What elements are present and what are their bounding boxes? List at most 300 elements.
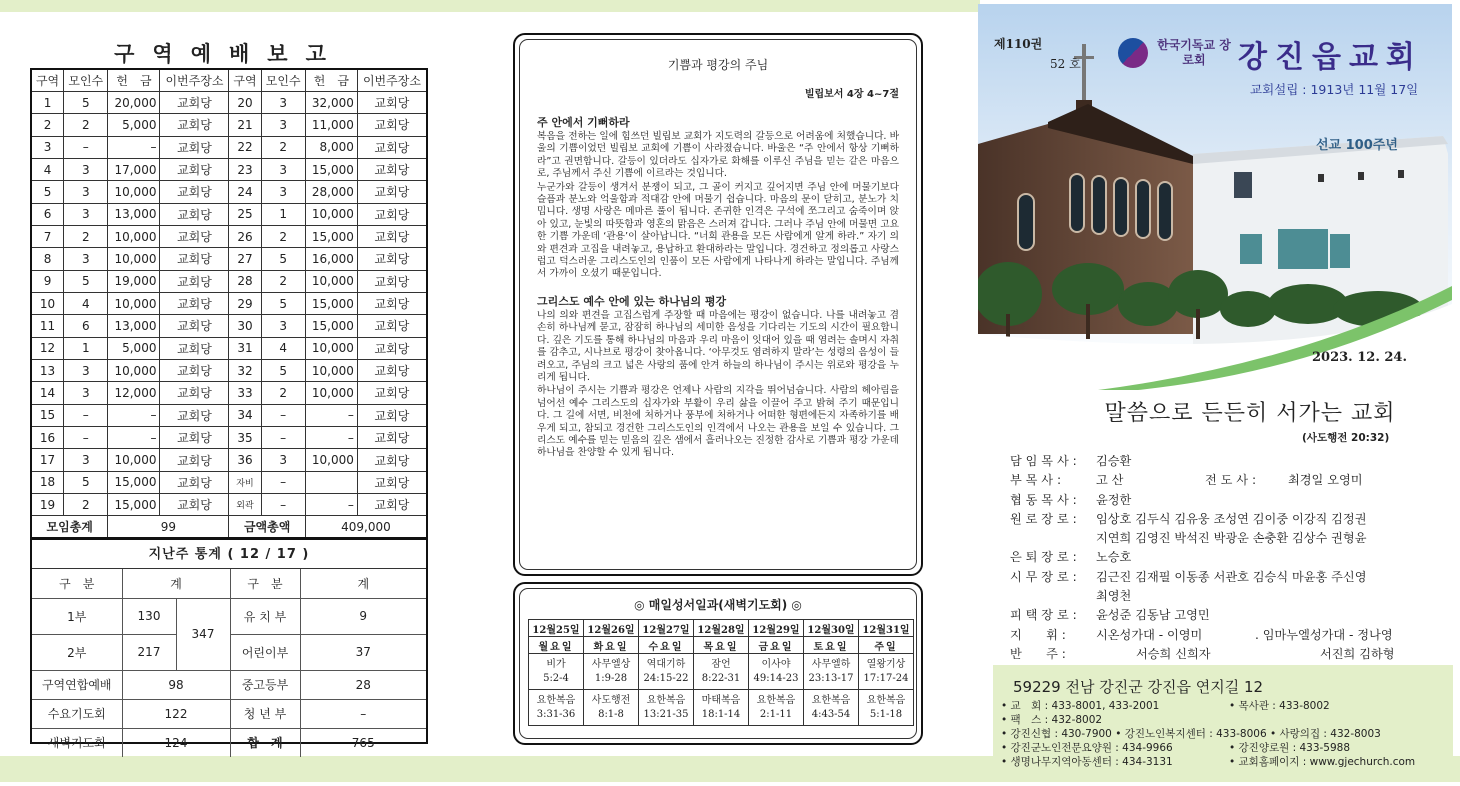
staff-label: 은 퇴 장 로 :: [1010, 550, 1077, 565]
report-cell-meeting-place: 교회당: [357, 359, 427, 381]
report-cell-meeting-place: 교회당: [357, 270, 427, 292]
contact-phone-parsonage: • 목사관 : 433-8002: [1229, 700, 1330, 712]
staff-row: [1010, 491, 1450, 510]
report-cell-meeting-place: 교회당: [160, 136, 229, 158]
issue-number: 52 호: [1050, 57, 1081, 71]
report-cell-attendance: 5: [261, 248, 305, 270]
total-amount: 409,000: [305, 516, 427, 538]
bible-verse: 18:1-14: [701, 708, 741, 720]
report-cell-district-number: 24: [229, 181, 261, 203]
report-header-row: [31, 69, 427, 91]
report-cell-meeting-place: 교회당: [160, 359, 229, 381]
bible-verse: 2:1-11: [759, 708, 793, 720]
report-cell-attendance: 1: [261, 203, 305, 225]
bible-date: 12월31일: [859, 620, 914, 637]
total-people-label: 모임총계: [31, 516, 108, 538]
report-cell-district-number: 4: [31, 158, 64, 180]
report-title: 구역예배보고: [114, 41, 344, 66]
sermon-section-1-title: 주 안에서 기뻐하라: [537, 116, 630, 129]
report-cell-offering: 10,000: [108, 449, 160, 471]
stats-value: 217: [122, 634, 176, 670]
bible-verse: 5:1-18: [869, 708, 903, 720]
sermon-section-2-paragraph-1: 나의 의와 편견을 고집스럽게 주장할 때 마음에는 평강이 없습니다. 나를 내려놓고 겸손히 하나님께 묻고, 잠잠히 하나님의 세미한 음성을 기다리는 기도의 시간이 필요합니다. 깊은 기도를 통해 하나님의 마음과 우리 마음이 잇대어 있을 때 염려는 솔며시 자취를 감추고, 시나브로 평강이 찾아옵니다. ‘아무것도 염려하지 말라’는 성령의 음성이 들려오고, 주님의 크고 넓은 사랑의 품에 안겨 하늘의 하나님이 주시는 위로와 평강을 누리게 됩니다.: [537, 309, 899, 383]
report-cell-attendance: 3: [64, 158, 108, 180]
report-cell-attendance: 2: [261, 270, 305, 292]
report-cell-attendance: –: [261, 471, 305, 493]
report-cell-attendance: 3: [64, 359, 108, 381]
staff-value: 지연희 김영진 박석진 박광운 손충환 김상수 권형윤: [1096, 531, 1367, 546]
report-cell-meeting-place: 교회당: [160, 404, 229, 426]
bible-reading-cell: [584, 690, 639, 726]
report-cell-district-number: 12: [31, 337, 64, 359]
stats-value: 28: [300, 670, 426, 699]
report-cell-offering: 10,000: [305, 382, 357, 404]
bible-date: 12월25일: [529, 620, 584, 637]
report-cell-offering: 10,000: [108, 292, 160, 314]
bible-book: 사무엘하: [811, 658, 851, 670]
report-cell-meeting-place: 교회당: [160, 315, 229, 337]
report-cell-attendance: –: [64, 404, 108, 426]
banner-text: 선교 100주년: [1316, 138, 1398, 153]
report-cell-district-number: 22: [229, 136, 261, 158]
report-row: [31, 449, 427, 471]
report-cell-district-number: 27: [229, 248, 261, 270]
staff-row: [1010, 548, 1450, 567]
report-cell-meeting-place: 교회당: [160, 471, 229, 493]
staff-value: 윤성준 김동남 고영민: [1096, 608, 1210, 623]
bible-weekday: 토요일: [804, 637, 859, 654]
report-cell-meeting-place: 교회당: [160, 382, 229, 404]
report-cell-district-number: 1: [31, 91, 64, 113]
report-cell-attendance: 2: [64, 225, 108, 247]
stats-row: [32, 699, 426, 728]
stats-row: [32, 670, 426, 699]
bible-reading-cell: [639, 690, 694, 726]
report-cell-offering: [305, 471, 357, 493]
report-column-header: 모인수: [64, 69, 108, 91]
report-cell-attendance: 5: [64, 471, 108, 493]
report-cell-meeting-place: 교회당: [357, 315, 427, 337]
report-cell-meeting-place: 교회당: [357, 404, 427, 426]
stats-header-div-2: 구 분: [230, 569, 300, 598]
staff-row: [1010, 471, 1450, 490]
sermon-section-2-title: 그리스도 예수 안에 있는 하나님의 평강: [537, 294, 727, 308]
bible-reading-cell: [804, 690, 859, 726]
report-cell-offering: 13,000: [108, 203, 160, 225]
report-cell-district-number: 36: [229, 449, 261, 471]
report-cell-district-number: 32: [229, 359, 261, 381]
report-row: [31, 248, 427, 270]
bible-reading-inner: [519, 588, 917, 739]
report-cell-meeting-place: 교회당: [160, 158, 229, 180]
stats-title: 지난주 통계 ( 12 / 17 ): [32, 540, 426, 569]
sermon-title: 기쁨과 평강의 주님: [667, 58, 769, 72]
contact-phone-church: • 교 회 : 433-8001, 433-2001: [1001, 700, 1160, 712]
stats-header-div: 구 분: [32, 569, 122, 598]
report-cell-offering: –: [108, 427, 160, 449]
report-cell-district-number: 29: [229, 292, 261, 314]
bible-weekday: 월요일: [529, 637, 584, 654]
staff-value: 최영천: [1096, 589, 1132, 604]
bible-reading-cell: [749, 690, 804, 726]
report-cell-meeting-place: 교회당: [160, 203, 229, 225]
report-cell-offering: 8,000: [305, 136, 357, 158]
bible-reading-cell: [859, 654, 914, 690]
staff-value: . 임마누엘성가대 - 정나영: [1255, 627, 1393, 642]
bible-reading-cell: [804, 654, 859, 690]
staff-value: 임상호 김두식 김유웅 조성연 김이중 이강직 김정권: [1096, 511, 1367, 526]
bible-book: 역대기하: [646, 658, 686, 670]
report-cell-attendance: 3: [261, 449, 305, 471]
stats-header-val: 계: [122, 569, 230, 598]
report-row: [31, 225, 427, 247]
report-cell-attendance: 5: [64, 270, 108, 292]
report-cell-district-number: 9: [31, 270, 64, 292]
report-cell-attendance: 3: [261, 181, 305, 203]
report-cell-attendance: –: [64, 427, 108, 449]
report-cell-district-number: 8: [31, 248, 64, 270]
stats-row: [32, 728, 426, 757]
weekly-stats: [30, 538, 428, 751]
report-cell-offering: 10,000: [305, 270, 357, 292]
bible-weekday: 화요일: [584, 637, 639, 654]
stats-label: 중고등부: [230, 670, 300, 699]
church-website-link[interactable]: • 교회홈페이지 : www.gjechurch.com: [1229, 756, 1416, 768]
bible-reading-cell: [749, 654, 804, 690]
report-row: [31, 359, 427, 381]
report-column-header: 모인수: [261, 69, 305, 91]
contact-affiliates: • 강진신협 : 430-7900 • 강진노인복지센터 : 433-8006 • 사랑의집 : 432-8003: [1001, 728, 1381, 740]
staff-label: 지 휘 :: [1010, 627, 1066, 642]
report-cell-offering: 20,000: [108, 91, 160, 113]
contact-nursing-home: • 강진군노인전문요양원 : 434-9966: [1001, 742, 1173, 754]
report-row: [31, 292, 427, 314]
staff-value: 김승환: [1096, 454, 1132, 468]
bible-weekday: 수요일: [639, 637, 694, 654]
report-cell-offering: –: [305, 404, 357, 426]
staff-row: [1010, 626, 1450, 645]
report-row: [31, 315, 427, 337]
staff-value: 고 산: [1096, 473, 1124, 488]
bulletin-date: 2023. 12. 24.: [1312, 350, 1407, 365]
bible-verse: 1:9-28: [594, 672, 628, 684]
report-cell-district-number: 16: [31, 427, 64, 449]
stats-sum-value: 765: [300, 728, 426, 757]
bible-weekdays-row: [529, 637, 914, 654]
report-cell-attendance: 5: [261, 292, 305, 314]
report-cell-attendance: 2: [64, 494, 108, 516]
report-cell-meeting-place: 교회당: [160, 248, 229, 270]
contact-childrens-center: • 생명나무지역아동센터 : 434-3131: [1001, 756, 1173, 768]
bible-verse: 8:22-31: [701, 672, 741, 684]
sermon-box: [513, 33, 923, 576]
bible-verse: 3:31-36: [536, 708, 576, 720]
motto-reference: (사도행전 20:32): [1302, 432, 1390, 444]
report-cell-meeting-place: 교회당: [357, 449, 427, 471]
church-address: 59229 전남 강진군 강진읍 연지길 12: [1013, 678, 1264, 696]
report-cell-attendance: 6: [64, 315, 108, 337]
bible-book: 사도행전: [591, 694, 631, 706]
bible-date: 12월27일: [639, 620, 694, 637]
report-cell-offering: 15,000: [305, 225, 357, 247]
report-column-header: 구역: [229, 69, 261, 91]
report-cell-attendance: 3: [64, 382, 108, 404]
bible-book: 요한복음: [646, 694, 686, 706]
bible-verse: 49:14-23: [753, 672, 799, 684]
denomination-name: 한국기독교 장로회: [1157, 38, 1231, 67]
report-cell-meeting-place: 교회당: [357, 158, 427, 180]
report-cell-offering: 10,000: [305, 449, 357, 471]
report-cell-district-number: 31: [229, 337, 261, 359]
staff-row: [1010, 568, 1450, 587]
bible-reading-cell: [529, 654, 584, 690]
report-cell-district-number: 35: [229, 427, 261, 449]
bible-weekday: 금요일: [749, 637, 804, 654]
report-cell-offering: –: [305, 494, 357, 516]
staff-value: 노승호: [1096, 550, 1132, 565]
report-row: [31, 404, 427, 426]
bible-verse: 4:43-54: [811, 708, 851, 720]
report-cell-offering: 11,000: [305, 114, 357, 136]
report-cell-attendance: 3: [64, 203, 108, 225]
stats-parts-total: 347: [176, 598, 230, 670]
report-row: [31, 203, 427, 225]
report-cell-offering: 15,000: [305, 292, 357, 314]
staff-row: [1010, 606, 1450, 625]
bible-verse: 24:15-22: [643, 672, 689, 684]
report-cell-attendance: 2: [64, 114, 108, 136]
report-cell-district-number: 33: [229, 382, 261, 404]
report-cell-attendance: 2: [261, 225, 305, 247]
stats-label: 어린이부: [230, 634, 300, 670]
report-cell-meeting-place: 교회당: [357, 114, 427, 136]
staff-label: 시 무 장 로 :: [1010, 569, 1077, 584]
report-cell-meeting-place: 교회당: [357, 427, 427, 449]
report-cell-meeting-place: 교회당: [357, 382, 427, 404]
report-cell-meeting-place: 교회당: [160, 337, 229, 359]
report-cell-attendance: 4: [64, 292, 108, 314]
report-cell-offering: 10,000: [305, 359, 357, 381]
report-cell-meeting-place: 교회당: [160, 181, 229, 203]
bible-verse: 17:17-24: [863, 672, 909, 684]
report-cell-attendance: –: [64, 136, 108, 158]
report-column-header: 헌 금: [108, 69, 160, 91]
report-cell-district-number: 34: [229, 404, 261, 426]
report-body: [31, 91, 427, 516]
report-cell-meeting-place: 교회당: [357, 225, 427, 247]
top-color-band: [0, 0, 980, 12]
report-cell-offering: 28,000: [305, 181, 357, 203]
report-cell-meeting-place: 교회당: [357, 203, 427, 225]
stats-sum-label: 합 계: [230, 728, 300, 757]
staff-label: 협 동 목 사 :: [1010, 492, 1077, 507]
stats-label: 구역연합예배: [32, 670, 122, 699]
sermon-section-1-paragraph-2: 누군가와 갈등이 생겨서 분쟁이 되고, 그 골이 커지고 깊어지면 주님 안에 머물기보다 슬픔과 분노와 억울함과 적대감 안에 머물기 쉽습니다. 마음의 문이 닫히고, 분노가 치밉니다. 생명 사랑은 메마른 풀이 됩니다. 존귀한 인격은 구석에 쪼그리고 숨죽이며 앉아 있고, 눈빛의 따뜻함과 영혼의 맑음은 스러져 갑니다. 그러나 주님 안에 머물면 고요한 기쁨 가운데 ‘관용’이 살아납니다. “너희 관용을 모든 사람에게 알게 하라.” 자기 의와 편견과 고집을 내려놓고, 용납하고 환대하라는 말입니다. 경건하고 정의롭고 사랑스럽고 덕스러운 그리스도인의 인품이 모든 사람에게 나타나게 하라는 말입니다. 주님께서 가까이 오셨기 때문입니다.: [537, 181, 899, 280]
bible-book: 이사야: [761, 658, 791, 670]
report-cell-meeting-place: 교회당: [160, 427, 229, 449]
church-motto: 말씀으로 든든히 서가는 교회: [1104, 401, 1396, 426]
report-cell-offering: 15,000: [108, 471, 160, 493]
report-cell-meeting-place: 교회당: [357, 494, 427, 516]
stats-value: 122: [122, 699, 230, 728]
bible-reading-2-row: [529, 690, 914, 726]
bible-date: 12월29일: [749, 620, 804, 637]
bible-reading-table: [528, 619, 914, 726]
staff-value: 서진희 김하형: [1320, 646, 1395, 661]
report-cell-attendance: 3: [64, 181, 108, 203]
report-cell-attendance: 3: [261, 91, 305, 113]
report-cell-district-number: 15: [31, 404, 64, 426]
bible-book: 요한복음: [536, 694, 576, 706]
report-cell-meeting-place: 교회당: [160, 292, 229, 314]
bible-verse: 23:13-17: [808, 672, 854, 684]
report-cell-attendance: 4: [261, 337, 305, 359]
report-cell-meeting-place: 교회당: [357, 136, 427, 158]
report-cell-district-number: 20: [229, 91, 261, 113]
bible-reading-cell: [639, 654, 694, 690]
report-cell-meeting-place: 교회당: [160, 91, 229, 113]
sermon-inner: [519, 39, 917, 570]
bible-verse: 8:1-8: [598, 708, 624, 720]
contact-fax: • 팩 스 : 432-8002: [1001, 714, 1103, 726]
bible-date: 12월30일: [804, 620, 859, 637]
stats-value: 9: [300, 598, 426, 634]
stats-label: 새벽기도회: [32, 728, 122, 757]
bible-date: 12월28일: [694, 620, 749, 637]
staff-row: [1010, 452, 1450, 471]
report-row: [31, 471, 427, 493]
report-cell-offering: 10,000: [108, 359, 160, 381]
staff-value: 윤정한: [1096, 492, 1132, 507]
report-row: [31, 114, 427, 136]
report-row: [31, 158, 427, 180]
bible-book: 잠언: [711, 658, 731, 670]
report-cell-attendance: 5: [64, 91, 108, 113]
stats-label: 1부: [32, 598, 122, 634]
staff-label: 원 로 장 로 :: [1010, 511, 1077, 526]
report-cell-meeting-place: 교회당: [357, 181, 427, 203]
report-row: [31, 337, 427, 359]
stats-value: 98: [122, 670, 230, 699]
report-row: [31, 382, 427, 404]
district-report-table: [30, 68, 428, 539]
report-cell-district-number: 11: [31, 315, 64, 337]
staff-row: [1010, 645, 1450, 664]
stats-row: [32, 598, 426, 634]
report-cell-district-number: 외곽: [229, 494, 261, 516]
total-amount-label: 금액총액: [229, 516, 305, 538]
denomination-logo-icon: [1118, 38, 1148, 68]
report-cell-meeting-place: 교회당: [357, 471, 427, 493]
report-cell-attendance: 2: [261, 136, 305, 158]
report-cell-district-number: 2: [31, 114, 64, 136]
report-cell-district-number: 19: [31, 494, 64, 516]
bible-date: 12월26일: [584, 620, 639, 637]
report-column-header: 헌 금: [305, 69, 357, 91]
report-cell-offering: 17,000: [108, 158, 160, 180]
report-cell-offering: 13,000: [108, 315, 160, 337]
bible-weekday: 목요일: [694, 637, 749, 654]
report-cell-offering: 15,000: [108, 494, 160, 516]
report-cell-attendance: 2: [261, 382, 305, 404]
bible-book: 사무엘상: [591, 658, 631, 670]
report-cell-offering: 10,000: [108, 225, 160, 247]
bible-verse: 13:21-35: [643, 708, 689, 720]
report-row: [31, 181, 427, 203]
stats-value: 124: [122, 728, 230, 757]
bible-reading-cell: [584, 654, 639, 690]
report-cell-offering: 15,000: [305, 315, 357, 337]
report-total-row: [31, 516, 427, 538]
report-cell-attendance: –: [261, 494, 305, 516]
report-cell-offering: 19,000: [108, 270, 160, 292]
report-row: [31, 427, 427, 449]
report-cell-attendance: –: [261, 404, 305, 426]
report-cell-offering: –: [108, 404, 160, 426]
report-cell-attendance: 3: [64, 449, 108, 471]
bible-reading-1-row: [529, 654, 914, 690]
stats-label: 유 치 부: [230, 598, 300, 634]
staff-value: 김근진 김재필 이동종 서관호 김승식 마윤홍 주신영: [1096, 569, 1367, 584]
staff-value: 서승희 신희자: [1136, 646, 1211, 661]
bible-book: 요한복음: [756, 694, 796, 706]
report-cell-district-number: 18: [31, 471, 64, 493]
report-cell-offering: 12,000: [108, 382, 160, 404]
stats-header-row: [32, 569, 426, 598]
sermon-section-1-paragraph-1: 복음을 전하는 일에 힘쓰던 빌립보 교회가 지도력의 갈등으로 어려움에 처했습니다. 바울의 기쁨이었던 빌립보 교회에 기쁨이 사라졌습니다. 바울은 “주 안에서 항상 기뻐하라”고 권면합니다. 갈등이 있더라도 십자가로 화해를 이루신 주님을 믿는 같은 마음으로, 주님께서 주신 기쁨에 이르라는 것입니다.: [537, 131, 899, 180]
stats-value: –: [300, 699, 426, 728]
bible-reading-cell: [859, 690, 914, 726]
report-cell-offering: 10,000: [108, 181, 160, 203]
staff-label: 전 도 사 :: [1205, 473, 1257, 488]
staff-label: 피 택 장 로 :: [1010, 608, 1077, 623]
report-cell-offering: 10,000: [305, 337, 357, 359]
report-cell-district-number: 26: [229, 225, 261, 247]
report-cell-district-number: 13: [31, 359, 64, 381]
report-cell-meeting-place: 교회당: [160, 449, 229, 471]
report-cell-offering: 5,000: [108, 114, 160, 136]
bible-book: 마태복음: [701, 694, 741, 706]
contact-box: [993, 665, 1453, 769]
report-cell-district-number: 자비: [229, 471, 261, 493]
staff-label: 부 목 사 :: [1010, 473, 1062, 488]
report-row: [31, 270, 427, 292]
sermon-reference: 빌립보서 4장 4~7절: [804, 89, 899, 100]
staff-label: 반 주 :: [1010, 646, 1066, 661]
report-cell-offering: –: [305, 427, 357, 449]
staff-list: [1010, 452, 1450, 664]
founding-date: 교회설립 : 1913년 11월 17일: [1250, 82, 1419, 97]
bible-reading-cell: [694, 654, 749, 690]
total-people: 99: [108, 516, 229, 538]
report-cell-attendance: 1: [64, 337, 108, 359]
stats-table: [32, 569, 426, 757]
report-cell-meeting-place: 교회당: [160, 225, 229, 247]
bible-book: 요한복음: [866, 694, 906, 706]
bible-book: 요한복음: [811, 694, 851, 706]
report-cell-offering: 15,000: [305, 158, 357, 180]
report-cell-district-number: 17: [31, 449, 64, 471]
report-column-header: 구역: [31, 69, 64, 91]
report-cell-meeting-place: 교회당: [160, 494, 229, 516]
report-cell-attendance: 5: [261, 359, 305, 381]
report-row: [31, 494, 427, 516]
staff-value: 최경일 오영미: [1288, 473, 1363, 488]
staff-row: [1010, 510, 1450, 529]
bible-weekday: 주일: [859, 637, 914, 654]
stats-value: 130: [122, 598, 176, 634]
report-column-header: 이번주장소: [160, 69, 229, 91]
